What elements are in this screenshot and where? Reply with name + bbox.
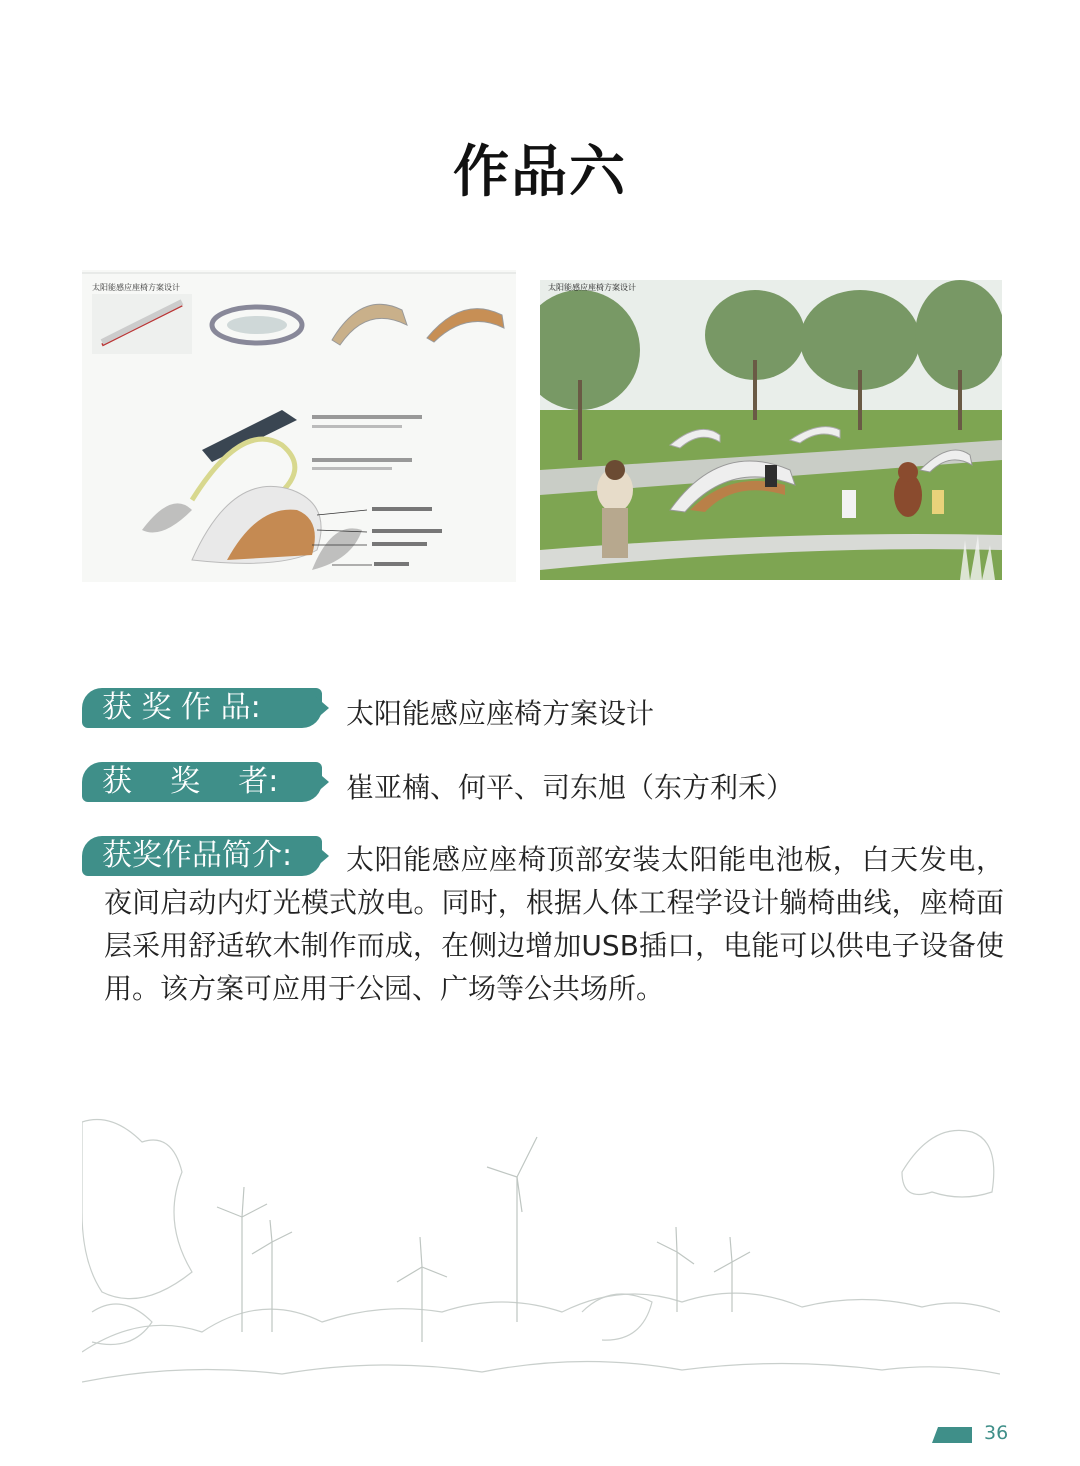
design-board-illustration — [82, 270, 516, 582]
park-render-image — [540, 280, 1002, 580]
page-title: 作品六 — [453, 140, 627, 205]
page-number-bar — [932, 1427, 972, 1443]
award-work-value: 太阳能感应座椅方案设计 — [346, 697, 655, 730]
page-number: 36 — [984, 1422, 1009, 1444]
design-board-caption: 太阳能感应座椅方案设计 — [92, 283, 180, 292]
wind-turbine-sketch — [82, 1112, 1000, 1390]
award-winner-value: 崔亚楠、何平、司东旭（东方利禾） — [346, 771, 795, 804]
render-caption: 太阳能感应座椅方案设计 — [548, 283, 636, 292]
award-summary-label: 获奖作品简介: — [82, 836, 322, 876]
award-winner-label: 获 奖 者: — [82, 762, 322, 802]
design-board-image — [82, 270, 516, 582]
award-work-label: 获 奖 作 品: — [82, 688, 322, 728]
award-summary-text: 太阳能感应座椅顶部安装太阳能电池板，白天发电，夜间启动内灯光模式放电。同时，根据人体工程学设计躺椅曲线，座椅面层采用舒适软木制作而成，在侧边增加USB插口，电能可以供电子设备使用。该方案可应用于公园、广场等公共场所。 — [104, 843, 1004, 1005]
park-render-illustration — [540, 280, 1002, 580]
